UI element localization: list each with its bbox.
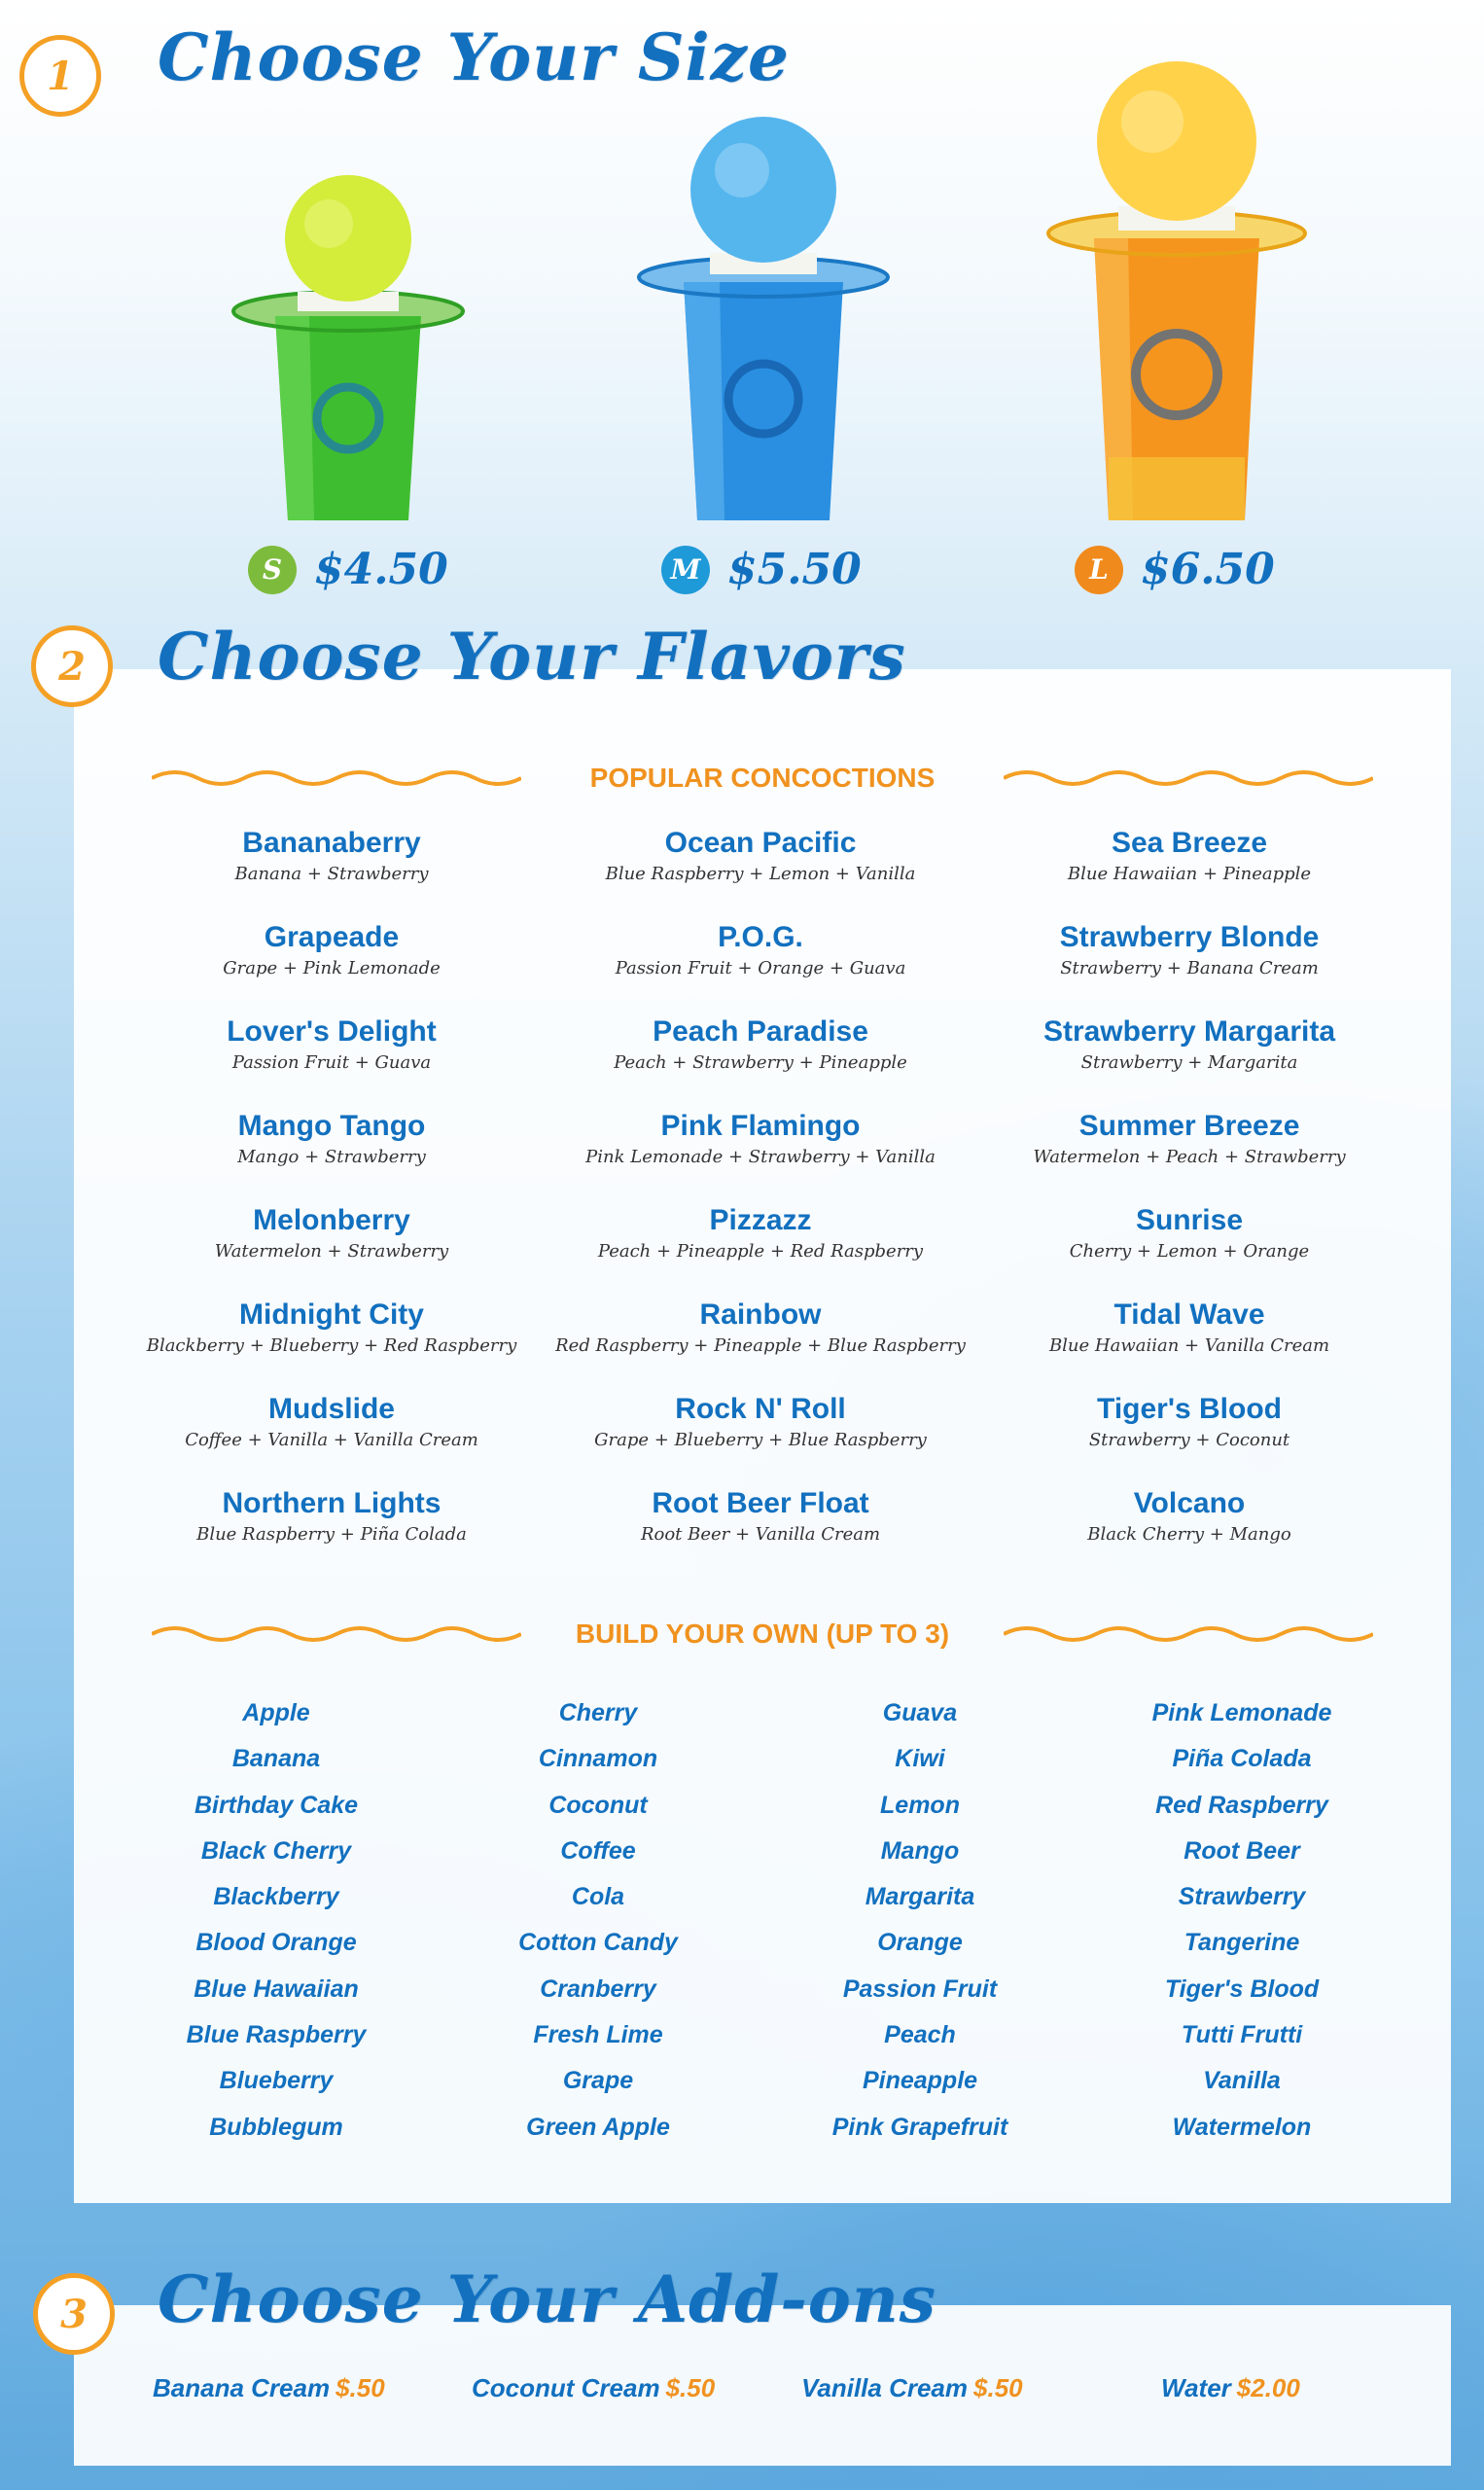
small-price-text: $4.50	[314, 545, 448, 594]
addon-price: $2.00	[1236, 2373, 1300, 2402]
flavor-item: Kiwi	[895, 1745, 945, 1773]
step-1-title: Choose Your Size	[158, 19, 791, 95]
flavor-item: Cinnamon	[538, 1745, 658, 1773]
flavor-item: Bubblegum	[209, 2113, 343, 2141]
large-cup-image	[982, 39, 1371, 539]
combo-desc: Blue Raspberry + Piña Colada	[196, 1524, 467, 1545]
flavor-item: Coffee	[560, 1836, 636, 1865]
combo-name: Peach Paradise	[653, 1015, 868, 1048]
combo-desc: Strawberry + Margarita	[1080, 1052, 1298, 1073]
flavor-item: Pink Lemonade	[1151, 1699, 1332, 1726]
flavors-panel	[74, 669, 1451, 2203]
combo-name: Mudslide	[267, 1393, 395, 1425]
combo-item	[118, 1391, 546, 1485]
combo-item	[547, 825, 974, 919]
combo-name: Sunrise	[1135, 1204, 1244, 1236]
combo-name: Ocean Pacific	[664, 827, 857, 859]
flavor-item: Red Raspberry	[1155, 1791, 1328, 1819]
combo-name: Tiger's Blood	[1097, 1393, 1282, 1425]
addon-banana-cream	[153, 2373, 385, 2403]
addon-name: Coconut Cream	[472, 2373, 660, 2402]
combo-name: Pink Flamingo	[660, 1110, 861, 1142]
small-size-badge: S	[248, 546, 297, 594]
combo-desc: Root Beer + Vanilla Cream	[640, 1524, 881, 1545]
combo-item	[547, 1108, 974, 1202]
flavor-item: Coconut	[548, 1791, 648, 1819]
flavor-item: Blood Orange	[195, 1929, 357, 1957]
flavor-item: Mango	[880, 1836, 960, 1865]
flavor-item: Orange	[877, 1929, 963, 1957]
combo-name: Melonberry	[253, 1204, 410, 1236]
combo-name: Northern Lights	[222, 1487, 442, 1519]
combo-item	[118, 1202, 546, 1297]
combo-name: Rock N' Roll	[675, 1393, 846, 1425]
flavor-item: Green Apple	[526, 2113, 670, 2141]
combo-item	[547, 1391, 974, 1485]
addon-price: $.50	[665, 2373, 716, 2402]
flavor-item: Piña Colada	[1172, 1745, 1312, 1773]
combo-desc: Red Raspberry + Pineapple + Blue Raspberry	[555, 1335, 966, 1356]
combo-name: Pizzazz	[709, 1204, 812, 1236]
combo-desc: Black Cherry + Mango	[1087, 1524, 1291, 1545]
flavor-item: Watermelon	[1172, 2113, 1312, 2141]
combo-item	[975, 919, 1403, 1014]
combo-item	[975, 1014, 1403, 1108]
popular-divider	[152, 759, 1373, 801]
combo-name: Midnight City	[239, 1298, 424, 1331]
build-column-3	[760, 1690, 1080, 2151]
combo-desc: Grape + Blueberry + Blue Raspberry	[594, 1430, 927, 1450]
flavor-item: Blueberry	[219, 2067, 334, 2095]
addon-name: Vanilla Cream	[801, 2373, 969, 2402]
combo-desc: Banana + Strawberry	[234, 864, 429, 884]
combo-name: Bananaberry	[242, 827, 421, 859]
build-divider	[152, 1615, 1373, 1657]
flavor-item: Cotton Candy	[518, 1929, 678, 1957]
combo-desc: Blue Hawaiian + Vanilla Cream	[1048, 1335, 1330, 1356]
flavor-item: Banana	[231, 1745, 321, 1773]
popular-heading: POPULAR CONCOCTIONS	[589, 763, 936, 793]
flavor-item: Tutti Frutti	[1181, 2021, 1303, 2049]
combo-desc: Peach + Strawberry + Pineapple	[614, 1052, 907, 1073]
combo-name: Lover's Delight	[227, 1015, 437, 1048]
combo-desc: Watermelon + Peach + Strawberry	[1033, 1147, 1346, 1167]
combo-item	[118, 825, 546, 919]
combo-desc: Coffee + Vanilla + Vanilla Cream	[185, 1430, 478, 1450]
medium-size-badge: M	[661, 546, 710, 594]
combo-desc: Pink Lemonade + Strawberry + Vanilla	[585, 1147, 936, 1167]
addon-water	[1161, 2373, 1300, 2403]
wave-right-icon	[1004, 766, 1373, 790]
combo-item	[118, 1108, 546, 1202]
combo-desc: Peach + Pineapple + Red Raspberry	[597, 1241, 924, 1262]
build-column-1	[116, 1690, 437, 2151]
build-column-2	[438, 1690, 759, 2151]
flavor-item: Apple	[242, 1699, 310, 1726]
large-price-text: $6.50	[1141, 545, 1275, 594]
medium-cup-image	[569, 78, 958, 539]
combo-item	[975, 1485, 1403, 1580]
flavor-item: Blue Hawaiian	[194, 1974, 359, 2003]
combo-desc: Strawberry + Coconut	[1088, 1430, 1290, 1450]
combo-desc: Blue Hawaiian + Pineapple	[1067, 864, 1312, 884]
flavor-item: Tangerine	[1184, 1929, 1300, 1957]
combo-item	[547, 1202, 974, 1297]
build-heading: BUILD YOUR OWN (UP TO 3)	[575, 1618, 950, 1649]
step-2-title: Choose Your Flavors	[158, 619, 906, 694]
combo-item	[975, 1297, 1403, 1391]
medium-price-text: $5.50	[727, 545, 862, 594]
combo-item	[118, 919, 546, 1014]
flavor-item: Root Beer	[1184, 1836, 1300, 1865]
addon-price: $.50	[336, 2373, 385, 2402]
large-size-badge: L	[1075, 546, 1123, 594]
step-2-badge: 2	[31, 625, 113, 707]
combo-desc: Grape + Pink Lemonade	[223, 958, 441, 978]
flavor-item: Lemon	[880, 1791, 960, 1819]
combo-item	[547, 1297, 974, 1391]
flavor-item: Pink Grapefruit	[831, 2113, 1008, 2141]
flavor-item: Margarita	[865, 1883, 975, 1911]
popular-column-1	[118, 825, 546, 1580]
addon-name: Banana Cream	[153, 2373, 331, 2402]
flavor-item: Peach	[884, 2021, 956, 2049]
combo-item	[547, 1014, 974, 1108]
combo-desc: Blackberry + Blueberry + Red Raspberry	[146, 1335, 517, 1356]
combo-item	[547, 919, 974, 1014]
step-1-badge: 1	[19, 35, 101, 117]
flavor-item: Passion Fruit	[842, 1974, 998, 2003]
flavor-item: Pineapple	[862, 2067, 978, 2095]
wave-right-icon	[1004, 1622, 1373, 1646]
flavor-item: Birthday Cake	[194, 1791, 359, 1819]
popular-column-3	[975, 825, 1403, 1580]
addon-price: $.50	[973, 2373, 1023, 2402]
combo-name: Sea Breeze	[1111, 827, 1268, 859]
combo-item	[975, 1202, 1403, 1297]
step-3-title: Choose Your Add-ons	[158, 2261, 936, 2337]
combo-item	[975, 825, 1403, 919]
combo-desc: Blue Raspberry + Lemon + Vanilla	[605, 864, 916, 884]
small-cup-image	[154, 146, 543, 539]
addon-vanilla-cream	[801, 2373, 1023, 2403]
flavor-item: Guava	[882, 1699, 958, 1726]
combo-desc: Passion Fruit + Guava	[231, 1052, 432, 1073]
popular-column-2	[547, 825, 974, 1580]
combo-name: Rainbow	[699, 1298, 822, 1331]
combo-item	[118, 1485, 546, 1580]
combo-desc: Strawberry + Banana Cream	[1060, 958, 1319, 978]
combo-name: Mango Tango	[237, 1110, 426, 1142]
combo-name: Summer Breeze	[1078, 1110, 1300, 1142]
combo-desc: Watermelon + Strawberry	[214, 1241, 449, 1262]
combo-item	[975, 1391, 1403, 1485]
flavor-item: Black Cherry	[200, 1836, 352, 1865]
combo-item	[118, 1297, 546, 1391]
flavor-item: Cranberry	[540, 1974, 656, 2003]
addon-coconut-cream	[472, 2373, 715, 2403]
combo-item	[975, 1108, 1403, 1202]
flavor-item: Cherry	[558, 1699, 638, 1726]
combo-name: P.O.G.	[718, 921, 803, 953]
flavor-item: Blackberry	[213, 1883, 339, 1911]
combo-desc: Mango + Strawberry	[237, 1147, 426, 1167]
combo-name: Strawberry Blonde	[1059, 921, 1320, 953]
combo-name: Grapeade	[264, 921, 400, 953]
flavor-item: Strawberry	[1178, 1883, 1306, 1911]
combo-name: Volcano	[1133, 1487, 1246, 1519]
flavor-item: Grape	[562, 2067, 634, 2095]
flavor-item: Vanilla	[1203, 2067, 1281, 2095]
combo-name: Tidal Wave	[1113, 1298, 1265, 1331]
combo-desc: Passion Fruit + Orange + Guava	[615, 958, 906, 978]
addon-name: Water	[1161, 2373, 1231, 2402]
flavor-item: Cola	[571, 1883, 625, 1911]
combo-item	[547, 1485, 974, 1580]
small-price	[248, 545, 448, 594]
large-price	[1075, 545, 1275, 594]
combo-desc: Cherry + Lemon + Orange	[1069, 1241, 1310, 1262]
flavor-item: Blue Raspberry	[186, 2021, 367, 2049]
medium-price	[661, 545, 862, 594]
flavor-item: Tiger's Blood	[1164, 1974, 1320, 2003]
combo-name: Strawberry Margarita	[1042, 1015, 1336, 1048]
combo-name: Root Beer Float	[652, 1487, 869, 1519]
flavor-item: Fresh Lime	[533, 2021, 663, 2049]
combo-item	[118, 1014, 546, 1108]
build-column-4	[1081, 1690, 1402, 2151]
step-3-badge: 3	[33, 2273, 115, 2355]
